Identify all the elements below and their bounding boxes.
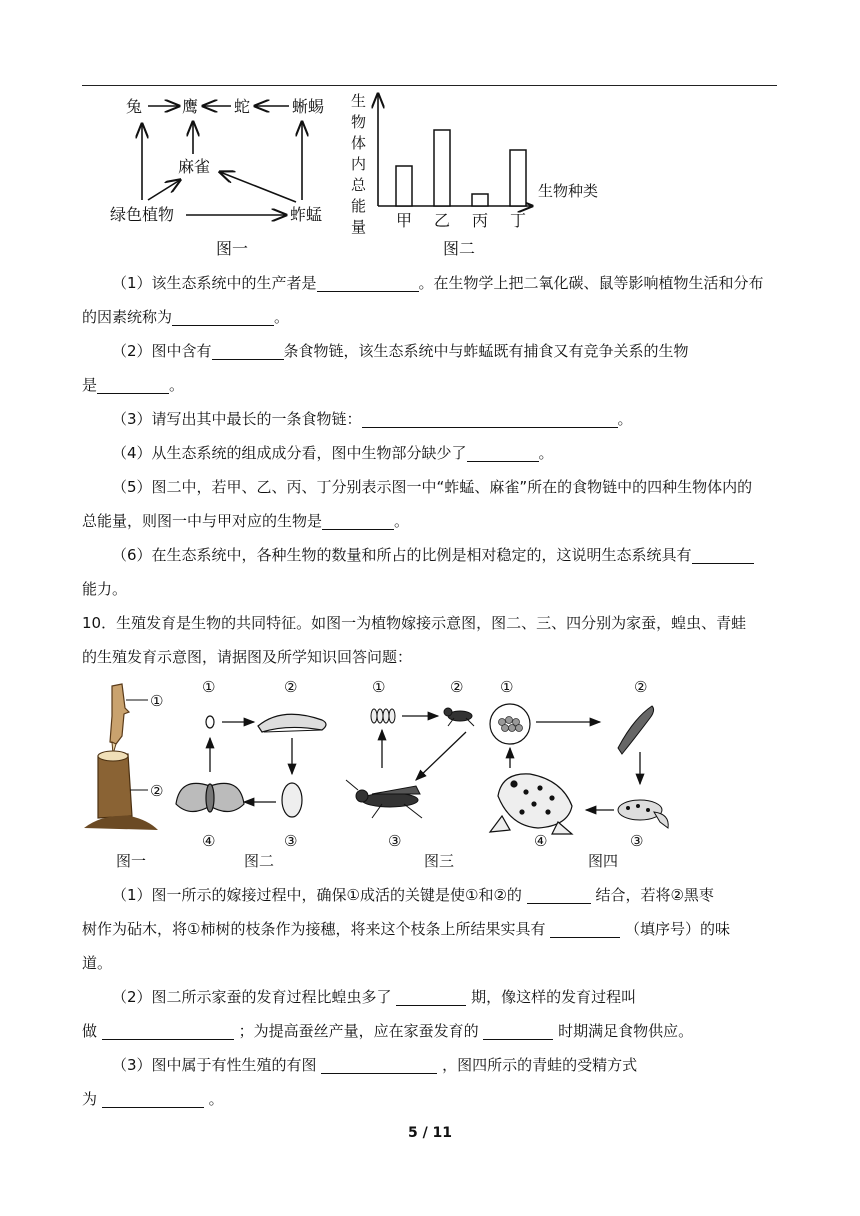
bottom-caption-2: 图二 <box>244 852 275 870</box>
fig4-label-2: ② <box>634 678 648 696</box>
q10-2-blank-3[interactable] <box>483 1021 553 1040</box>
q9-2-text-d: 。 <box>169 376 185 394</box>
fig3-label-2: ② <box>450 678 464 696</box>
fig4-label-3: ③ <box>630 832 644 850</box>
silkworm-moth <box>176 783 244 812</box>
y-axis-label-char: 生 <box>351 92 367 110</box>
locust-nymph <box>444 708 474 726</box>
page-number: 5 / 11 <box>407 1125 453 1141</box>
q9-3-blank[interactable] <box>362 409 618 428</box>
q10-1-blank-1[interactable] <box>527 885 591 904</box>
rootstock-cut <box>98 751 128 761</box>
q9-5-text-b: 总能量，则图一中与甲对应的生物是 <box>82 512 323 530</box>
silkworm-figure <box>176 678 326 850</box>
fig3-label-1: ① <box>372 678 386 696</box>
q9-1-text-a: （1）该生态系统中的生产者是 <box>112 274 317 292</box>
q10-3-blank-1[interactable] <box>321 1055 437 1074</box>
figure2-caption: 图二 <box>443 239 476 258</box>
silkworm-egg <box>206 716 214 728</box>
bar-0 <box>396 166 412 206</box>
figure1-caption: 图一 <box>216 239 249 258</box>
x-tick-label-3: 丁 <box>509 211 527 230</box>
bottom-caption-3: 图三 <box>424 852 455 870</box>
y-axis-label-char: 能 <box>351 197 367 215</box>
node-grasshopper: 蚱蜢 <box>290 205 323 224</box>
node-snake: 蛇 <box>234 97 251 116</box>
fig2-label-4: ④ <box>202 832 216 850</box>
bottom-caption-4: 图四 <box>588 852 619 870</box>
q10-3-text-a: （3）图中属于有性生殖的有图 <box>112 1056 317 1074</box>
y-axis-label-char: 总 <box>351 176 367 194</box>
q10-3-text-b: ，图四所示的青蛙的受精方式 <box>442 1056 638 1074</box>
question-9 <box>82 266 782 606</box>
fig2-label-2: ② <box>284 678 298 696</box>
arrow-grasshopper-sparrow <box>220 172 296 202</box>
q9-5-text-a: （5）图二中，若甲、乙、丙、丁分别表示图一中“蚱蜢、麻雀”所在的食物链中的四种生物体内的 <box>112 478 753 496</box>
fig3-label-3: ③ <box>388 832 402 850</box>
adult-frog <box>490 774 572 834</box>
young-frog <box>618 800 668 828</box>
x-tick-label-2: 丙 <box>471 211 489 230</box>
fig1-label-2: ② <box>150 782 164 800</box>
y-axis-label <box>351 92 367 236</box>
q9-1-text-d: 。 <box>274 308 290 326</box>
fig4-label-1: ① <box>500 678 514 696</box>
q10-1-text-e: 道。 <box>82 954 113 972</box>
q10-2-text-a: （2）图二所示家蚕的发育过程比蝗虫多了 <box>112 988 392 1006</box>
locust-eggs <box>371 709 395 723</box>
q9-3-text-b: 。 <box>617 410 633 428</box>
q10-2-text-d: ；为提高蚕丝产量，应在家蚕发育的 <box>238 1022 479 1040</box>
locust-figure <box>346 678 474 850</box>
soil <box>84 816 158 830</box>
q9-2-blank-1[interactable] <box>212 341 284 360</box>
q9-2-text-b: 条食物链，该生态系统中与蚱蜢既有捕食又有竞争关系的生物 <box>283 342 689 360</box>
q10-3-text-c: 为 <box>82 1090 98 1108</box>
food-web-diagram <box>100 88 340 260</box>
q10-1-blank-2[interactable] <box>550 919 620 938</box>
reproduction-figures <box>82 676 682 872</box>
node-sparrow: 麻雀 <box>178 157 211 176</box>
q10-intro-line-1: 10．生殖发育是生物的共同特征。如图一为植物嫁接示意图，图二、三、四分别为家蚕，蝗虫、青蛙 <box>82 614 747 632</box>
q9-2-blank-2[interactable] <box>97 375 169 394</box>
bar-2 <box>472 194 488 206</box>
header-rule <box>82 85 777 86</box>
frog-egg-circle <box>490 704 530 744</box>
q10-3-text-d: 。 <box>208 1090 224 1108</box>
y-axis-label-char: 物 <box>351 113 367 131</box>
q10-1-text-d: （填序号）的味 <box>625 920 731 938</box>
question-10-intro <box>82 606 782 674</box>
arrow-plant-sparrow <box>148 180 180 200</box>
q10-intro-line-2: 的生殖发育示意图，请据图及所学知识回答问题： <box>82 648 413 666</box>
y-axis-label-char: 体 <box>351 134 367 152</box>
q9-4-text-b: 。 <box>538 444 554 462</box>
silkworm-larva <box>258 714 326 732</box>
x-tick-label-1: 乙 <box>433 211 451 230</box>
bar-1 <box>434 130 450 206</box>
q9-5-blank[interactable] <box>322 511 394 530</box>
q10-2-text-b: 期，像这样的发育过程叫 <box>471 988 637 1006</box>
bar-3 <box>510 150 526 206</box>
tadpole <box>618 706 654 754</box>
scion-branch <box>110 684 129 744</box>
locust-adult <box>346 780 422 818</box>
q9-6-text-b: 能力。 <box>82 580 128 598</box>
q9-6-blank[interactable] <box>692 545 754 564</box>
node-plant: 绿色植物 <box>110 205 175 224</box>
q9-1-text-b: 。在生物学上把二氧化碳、鼠等影响植物生活和分布 <box>418 274 764 292</box>
fig2-label-3: ③ <box>284 832 298 850</box>
y-axis-label-char: 内 <box>351 155 367 173</box>
bottom-caption-1: 图一 <box>116 852 147 870</box>
q10-3-blank-2[interactable] <box>102 1089 204 1108</box>
q9-1-text-c: 的因素统称为 <box>82 308 173 326</box>
x-axis-label: 生物种类 <box>538 182 599 200</box>
q10-2-text-e: 时期满足食物供应。 <box>558 1022 694 1040</box>
q9-3-text-a: （3）请写出其中最长的一条食物链： <box>112 410 362 428</box>
q9-6-text-a: （6）在生态系统中，各种生物的数量和所占的比例是相对稳定的，这说明生态系统具有 <box>112 546 692 564</box>
q10-1-text-a: （1）图一所示的嫁接过程中，确保①成活的关键是使①和②的 <box>112 886 522 904</box>
y-axis-label-char: 量 <box>351 218 367 236</box>
energy-bar-chart <box>348 88 618 260</box>
q9-1-blank-1[interactable] <box>317 273 419 292</box>
q10-2-blank-1[interactable] <box>396 987 466 1006</box>
node-rabbit: 兔 <box>126 97 143 116</box>
q9-4-text-a: （4）从生态系统的组成成分看，图中生物部分缺少了 <box>112 444 467 462</box>
q10-2-text-c: 做 <box>82 1022 98 1040</box>
fig2-label-1: ① <box>202 678 216 696</box>
question-10 <box>82 878 782 1116</box>
q9-4-blank[interactable] <box>467 443 539 462</box>
grafting-figure <box>84 684 163 830</box>
fig4-label-4: ④ <box>534 832 548 850</box>
silkworm-pupa <box>282 783 302 817</box>
node-lizard: 蜥蜴 <box>292 97 325 116</box>
x-tick-label-0: 甲 <box>395 211 413 230</box>
q9-5-text-c: 。 <box>394 512 410 530</box>
frog-figure <box>490 678 668 850</box>
q10-1-text-b: 结合，若将②黑枣 <box>595 886 714 904</box>
fig1-label-1: ① <box>150 692 164 710</box>
node-eagle: 鹰 <box>182 97 199 116</box>
rootstock-trunk <box>98 754 132 818</box>
q10-1-text-c: 树作为砧木，将①柿树的枝条作为接穗，将来这个枝条上所结果实具有 <box>82 920 546 938</box>
q9-1-blank-2[interactable] <box>172 307 274 326</box>
q9-2-text-a: （2）图中含有 <box>112 342 212 360</box>
q9-2-text-c: 是 <box>82 376 98 394</box>
q10-2-blank-2[interactable] <box>102 1021 234 1040</box>
